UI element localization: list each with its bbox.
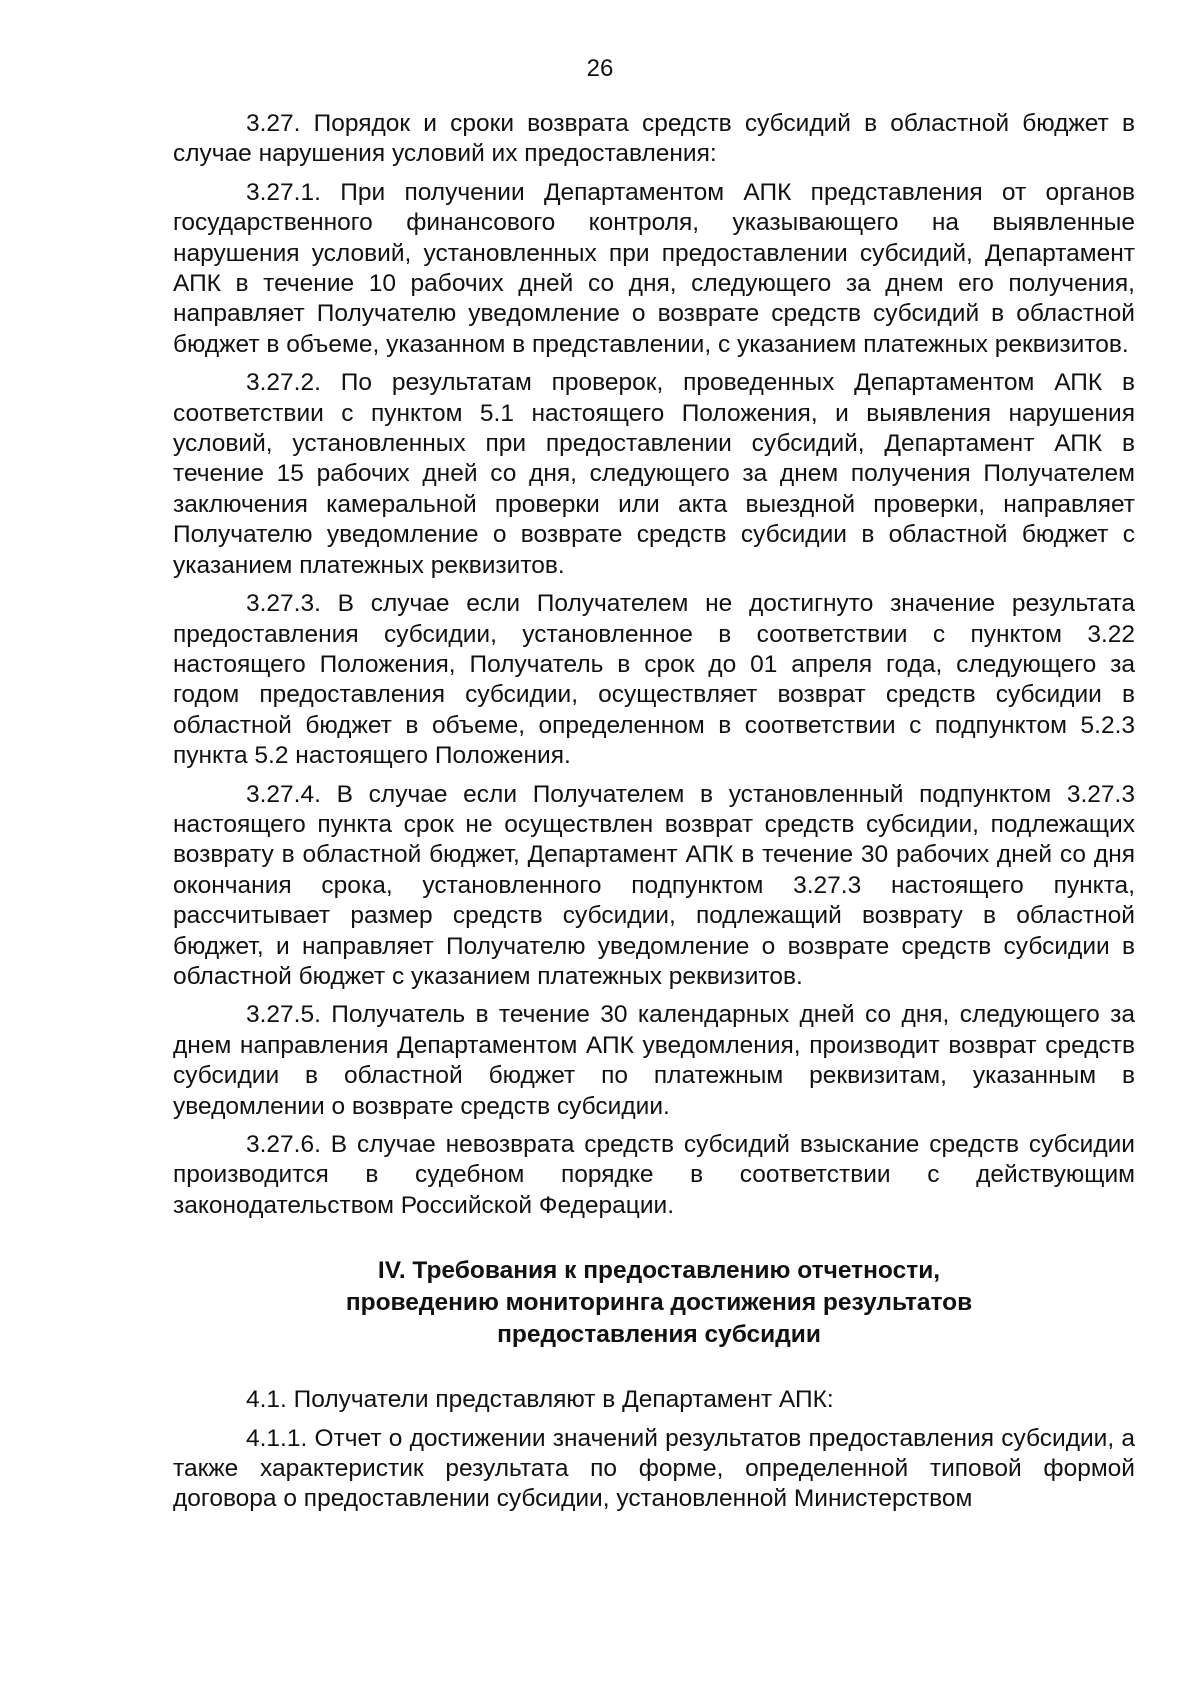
section-heading-line-2: проведению мониторинга достижения результатов [345, 1289, 973, 1317]
paragraph-3-27: 3.27. Порядок и сроки возврата средств субсидий в областной бюджет в случае нарушения условий их предоставления: [173, 110, 1135, 168]
paragraph-4-1: 4.1. Получатели представляют в Департамент АПК: [246, 1386, 834, 1414]
section-heading-line-3: предоставления субсидии [497, 1321, 821, 1349]
section-heading-line-1: IV. Требования к предоставлению отчетности, [377, 1257, 941, 1285]
paragraph-4-1-1: 4.1.1. Отчет о достижении значений результатов предоставления субсидии, а также характеристик результата по форме, определенной типовой формой договора о предоставлении субсидии, установленной Министерством [173, 1424, 1135, 1513]
paragraph-3-27-5: 3.27.5. Получатель в течение 30 календарных дней со дня, следующего за днем направления Департаментом АПК уведомления, производит возврат средств субсидии в областной бюджет по платежным реквизитам, указанным в уведомлении о возврате средств субсидии. [173, 1001, 1135, 1120]
paragraph-3-27-3: 3.27.3. В случае если Получателем не достигнуто значение результата предоставления субсидии, установленное в соответствии с пунктом 3.22 настоящего Положения, Получатель в срок до 01 апреля года, следующего за годом предоставления субсидии, осуществляет возврат средств субсидии в областной бюджет в объеме, определенном в соответствии с подпунктом 5.2.3 пункта 5.2 настоящего Положения. [173, 590, 1135, 770]
paragraph-3-27-4: 3.27.4. В случае если Получателем в установленный подпунктом 3.27.3 настоящего пункта срок не осуществлен возврат средств субсидии, подлежащих возврату в областной бюджет, Департамент АПК в течение 30 рабочих дней со дня окончания срока, установленного подпунктом 3.27.3 настоящего пункта, рассчитывает размер средств субсидии, подлежащий возврату в областной бюджет, и направляет Получателю уведомление о возврате средств субсидии в областной бюджет с указанием платежных реквизитов. [173, 780, 1135, 990]
section-heading [173, 1255, 1135, 1351]
paragraph-3-27-2: 3.27.2. По результатам проверок, проведенных Департаментом АПК в соответствии с пунктом 5.1 настоящего Положения, и выявления нарушения условий, установленных при предоставлении субсидий, Департамент АПК в течение 15 рабочих дней со дня, следующего за днем получения Получателем заключения камеральной проверки или акта выездной проверки, направляет Получателю уведомление о возврате средств субсидии в областной бюджет с указанием платежных реквизитов. [173, 369, 1135, 579]
paragraph-3-27-6: 3.27.6. В случае невозврата средств субсидий взыскание средств субсидии производится в судебном порядке в соответствии с действующим законодательством Российской Федерации. [173, 1131, 1135, 1219]
page-number: 26 [586, 55, 614, 82]
document-body [173, 109, 1135, 1523]
paragraph-3-27-1: 3.27.1. При получении Департаментом АПК представления от органов государственного финансового контроля, указывающего на выявленные нарушения условий, установленных при предоставлении субсидий, Департамент АПК в течение 10 рабочих дней со дня, следующего за днем его получения, направляет Получателю уведомление о возврате средств субсидий в областной бюджет в объеме, указанном в представлении, с указанием платежных реквизитов. [173, 178, 1135, 358]
